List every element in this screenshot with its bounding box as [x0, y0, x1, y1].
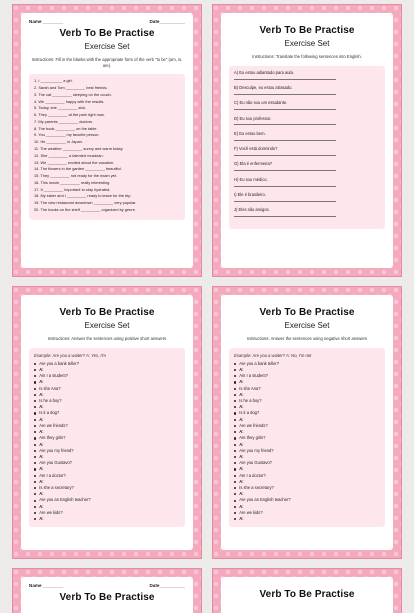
translate-item: D) Eu sou professor. [234, 115, 272, 121]
bullet-icon [234, 493, 236, 495]
bullet-icon [34, 468, 36, 470]
name-label: Name ________ [29, 583, 64, 588]
question-text: Are you Gustavo? [39, 460, 72, 466]
question-text: Are they girls? [39, 435, 66, 441]
page-title: Verb To Be Practise [259, 589, 355, 600]
bullet-icon [234, 468, 236, 470]
question-text: Are you a bank teller? [239, 360, 280, 366]
page-title: Verb To Be Practise [59, 592, 155, 603]
worksheet-paper [21, 295, 193, 550]
example-text: Example: Are you a waiter? A: Yes, I'm [34, 352, 106, 358]
name-date-header [29, 583, 185, 588]
bullet-icon [34, 375, 36, 377]
bullet-icon [234, 369, 236, 371]
exercise-item: 14. The flowers in the garden _________ beautiful. [34, 166, 122, 172]
question-text: Am I a doctor? [39, 472, 66, 478]
question-text: Are they girls? [239, 435, 266, 441]
answer-label: A: [39, 453, 44, 459]
bullet-icon [34, 406, 36, 408]
bullet-icon [34, 437, 36, 439]
answer-label: A: [239, 453, 244, 459]
exercise-item: 13. We _________ excited about the vacation. [34, 159, 115, 165]
bullet-icon [34, 512, 36, 514]
exercise-item: 9. You _________ my favorite person. [34, 132, 100, 138]
exercise-item: 19. The new restaurant downtown _________ very popular. [34, 200, 137, 206]
answer-line [234, 186, 336, 187]
exercise-box [29, 348, 185, 528]
answer-line [234, 79, 336, 80]
question-text: Is she Ana? [39, 385, 61, 391]
name-date-header [29, 19, 185, 24]
question-text: Is it a dog? [239, 410, 260, 416]
question-text: Is she a secretary? [239, 485, 274, 491]
exercise-item: 3. The cat _________ sleeping on the couch. [34, 91, 112, 97]
exercise-item: 8. The book _________ on the table. [34, 125, 98, 131]
worksheet-paper [21, 577, 193, 613]
bullet-icon [34, 425, 36, 427]
exercise-item: 16. This movie _________ really interesting. [34, 179, 111, 185]
bullet-icon [234, 388, 236, 390]
bullet-icon [34, 456, 36, 458]
bullet-icon [234, 462, 236, 464]
bullet-icon [34, 450, 36, 452]
name-label: Name ________ [29, 19, 64, 24]
page-title: Verb To Be Practise [59, 307, 155, 318]
worksheet-paper [221, 577, 393, 613]
question-text: Are we friends? [39, 422, 68, 428]
bullet-icon [234, 512, 236, 514]
exercise-item: 5. Today, she _________ sick. [34, 105, 87, 111]
answer-label: A: [39, 366, 44, 372]
bullet-icon [34, 493, 36, 495]
answer-label: A: [39, 404, 44, 410]
answer-line [234, 216, 336, 217]
bullet-icon [34, 444, 36, 446]
bullet-icon [234, 437, 236, 439]
question-text: Are you my friend? [239, 447, 274, 453]
bullet-icon [34, 500, 36, 502]
worksheet-page-positive-answers[interactable] [12, 286, 202, 559]
worksheet-paper [221, 295, 393, 550]
bullet-icon [34, 381, 36, 383]
page-subtitle: Exercise Set [84, 42, 130, 51]
worksheet-page-fill-blanks[interactable] [12, 4, 202, 277]
exercise-item: 1. I __________ a girl. [34, 78, 73, 84]
answer-label: A: [39, 441, 44, 447]
translate-item: J) Eles são amigos. [234, 207, 270, 213]
answer-label: A: [239, 416, 244, 422]
exercise-box [29, 74, 185, 219]
bullet-icon [234, 406, 236, 408]
question-text: Are we friends? [239, 422, 268, 428]
question-text: Are you Gustavo? [239, 460, 272, 466]
question-text: Are we kids? [39, 509, 63, 515]
exercise-box [229, 348, 385, 528]
question-text: Is he a boy? [239, 397, 262, 403]
bullet-icon [234, 381, 236, 383]
answer-label: A: [39, 391, 44, 397]
answer-label: A: [239, 429, 244, 435]
bullet-icon [234, 506, 236, 508]
bullet-icon [34, 487, 36, 489]
bullet-icon [234, 419, 236, 421]
date-label: Date__________ [149, 583, 185, 588]
bullet-icon [234, 375, 236, 377]
worksheet-page-partial[interactable] [12, 568, 202, 613]
answer-label: A: [239, 466, 244, 472]
page-subtitle: Exercise Set [284, 321, 330, 330]
answer-label: A: [39, 491, 44, 497]
bullet-icon [34, 363, 36, 365]
answer-line [234, 109, 336, 110]
question-text: Am I a student? [239, 373, 268, 379]
bullet-icon [234, 400, 236, 402]
bullet-icon [234, 481, 236, 483]
question-text: Is it a dog? [39, 410, 60, 416]
answer-label: A: [239, 379, 244, 385]
answer-line [234, 94, 336, 95]
worksheet-paper [21, 13, 193, 268]
exercise-item: 4. We _________ happy with the results. [34, 98, 105, 104]
answer-line [234, 140, 336, 141]
worksheet-page-translate[interactable] [212, 4, 402, 277]
page-title: Verb To Be Practise [259, 25, 355, 36]
question-text: Are you an English teacher? [39, 497, 91, 503]
page-title: Verb To Be Practise [59, 28, 155, 39]
bullet-icon [34, 412, 36, 414]
worksheet-page-partial[interactable] [212, 568, 402, 613]
bullet-icon [234, 475, 236, 477]
question-text: Are you my friend? [39, 447, 74, 453]
question-text: Is he a boy? [39, 397, 62, 403]
bullet-icon [234, 487, 236, 489]
answer-label: A: [239, 366, 244, 372]
answer-item [234, 516, 380, 522]
answer-label: A: [39, 503, 44, 509]
question-text: Is she a secretary? [39, 485, 74, 491]
bullet-icon [234, 450, 236, 452]
translate-item: H) Eu sou médico. [234, 176, 268, 182]
answer-label: A: [39, 466, 44, 472]
bullet-icon [34, 475, 36, 477]
bullet-icon [34, 462, 36, 464]
worksheet-page-negative-answers[interactable] [212, 286, 402, 559]
bullet-icon [34, 431, 36, 433]
date-label: Date__________ [149, 19, 185, 24]
page-subtitle: Exercise Set [284, 39, 330, 48]
exercise-item: 12. She _________ a talented musician. [34, 152, 104, 158]
instructions: Instructions: Fill in the blanks with the appropriate form of the verb "to be" (am, is, are). [31, 57, 183, 68]
bullet-icon [34, 388, 36, 390]
bullet-icon [234, 500, 236, 502]
bullet-icon [34, 369, 36, 371]
bullet-icon [34, 481, 36, 483]
exercise-item: 17. It _________ important to stay hydrated. [34, 186, 111, 192]
translate-item: G) Ela é enfermeira? [234, 161, 272, 167]
translate-item: E) Eu estou bem. [234, 130, 266, 136]
answer-label: A: [239, 441, 244, 447]
translate-item: C) Eu não sou um estudante. [234, 100, 288, 106]
question-text: Are we kids? [239, 509, 263, 515]
answer-line [234, 155, 336, 156]
question-text: Are you an English teacher? [239, 497, 291, 503]
answer-label: A: [239, 404, 244, 410]
bullet-icon [34, 506, 36, 508]
bullet-icon [234, 425, 236, 427]
answer-label: A: [39, 478, 44, 484]
bullet-icon [234, 412, 236, 414]
question-text: Am I a doctor? [239, 472, 266, 478]
exercise-item: 10. He _________ in Japan. [34, 139, 83, 145]
answer-line [234, 201, 336, 202]
translate-item: A) Eu estou adiantado para aula. [234, 69, 294, 75]
page-title: Verb To Be Practise [259, 307, 355, 318]
instructions: Instructions: Answer the sentences using negative short answers [246, 336, 368, 341]
exercise-item: 18. My sister and I _________ ready to leave for the trip. [34, 193, 132, 199]
answer-label: A: [39, 416, 44, 422]
worksheet-paper [221, 13, 393, 268]
instructions: Instructions: Answer the sentences using positive short answers [47, 336, 167, 341]
answer-label: A: [239, 503, 244, 509]
example-text: Example: Are you a waiter? A: No, I'm not [234, 352, 312, 358]
bullet-icon [234, 518, 236, 520]
answer-line [234, 170, 336, 171]
bullet-icon [234, 456, 236, 458]
answer-label: A: [39, 429, 44, 435]
answer-label: A: [239, 478, 244, 484]
question-text: Are you a bank teller? [39, 360, 80, 366]
exercise-item: 20. The books on the shelf _________ organized by genre. [34, 206, 136, 212]
bullet-icon [34, 394, 36, 396]
instructions: Instructions: Translate the following sentences into English. [252, 54, 362, 59]
exercise-item: 15. They _________ not ready for the exam yet. [34, 173, 117, 179]
question-text: Am I a student? [39, 373, 68, 379]
page-subtitle: Exercise Set [84, 321, 130, 330]
exercise-item: 11. The weather _________ sunny and warm today. [34, 146, 124, 151]
translate-item: F) Você está dormindo? [234, 146, 278, 152]
answer-label: A: [39, 516, 44, 522]
answer-label: A: [239, 516, 244, 522]
bullet-icon [234, 431, 236, 433]
translate-item: B) Desculpe, eu estou atrasado. [234, 84, 293, 90]
answer-label: A: [239, 491, 244, 497]
bullet-icon [34, 400, 36, 402]
question-text: Is she Ana? [239, 385, 261, 391]
exercise-item: 2. Sarah and Tom _________ best friends. [34, 85, 108, 91]
answer-line [234, 124, 336, 125]
bullet-icon [234, 394, 236, 396]
bullet-icon [234, 444, 236, 446]
translate-item: I) Ele é brasileiro. [234, 192, 266, 198]
bullet-icon [34, 419, 36, 421]
answer-label: A: [39, 379, 44, 385]
answer-label: A: [239, 391, 244, 397]
bullet-icon [234, 363, 236, 365]
exercise-item: 6. They _________ at the park right now. [34, 112, 105, 118]
exercise-item: 7. My parents _________ doctors. [34, 118, 94, 124]
exercise-box [229, 66, 385, 229]
bullet-icon [34, 518, 36, 520]
answer-item [34, 516, 180, 522]
